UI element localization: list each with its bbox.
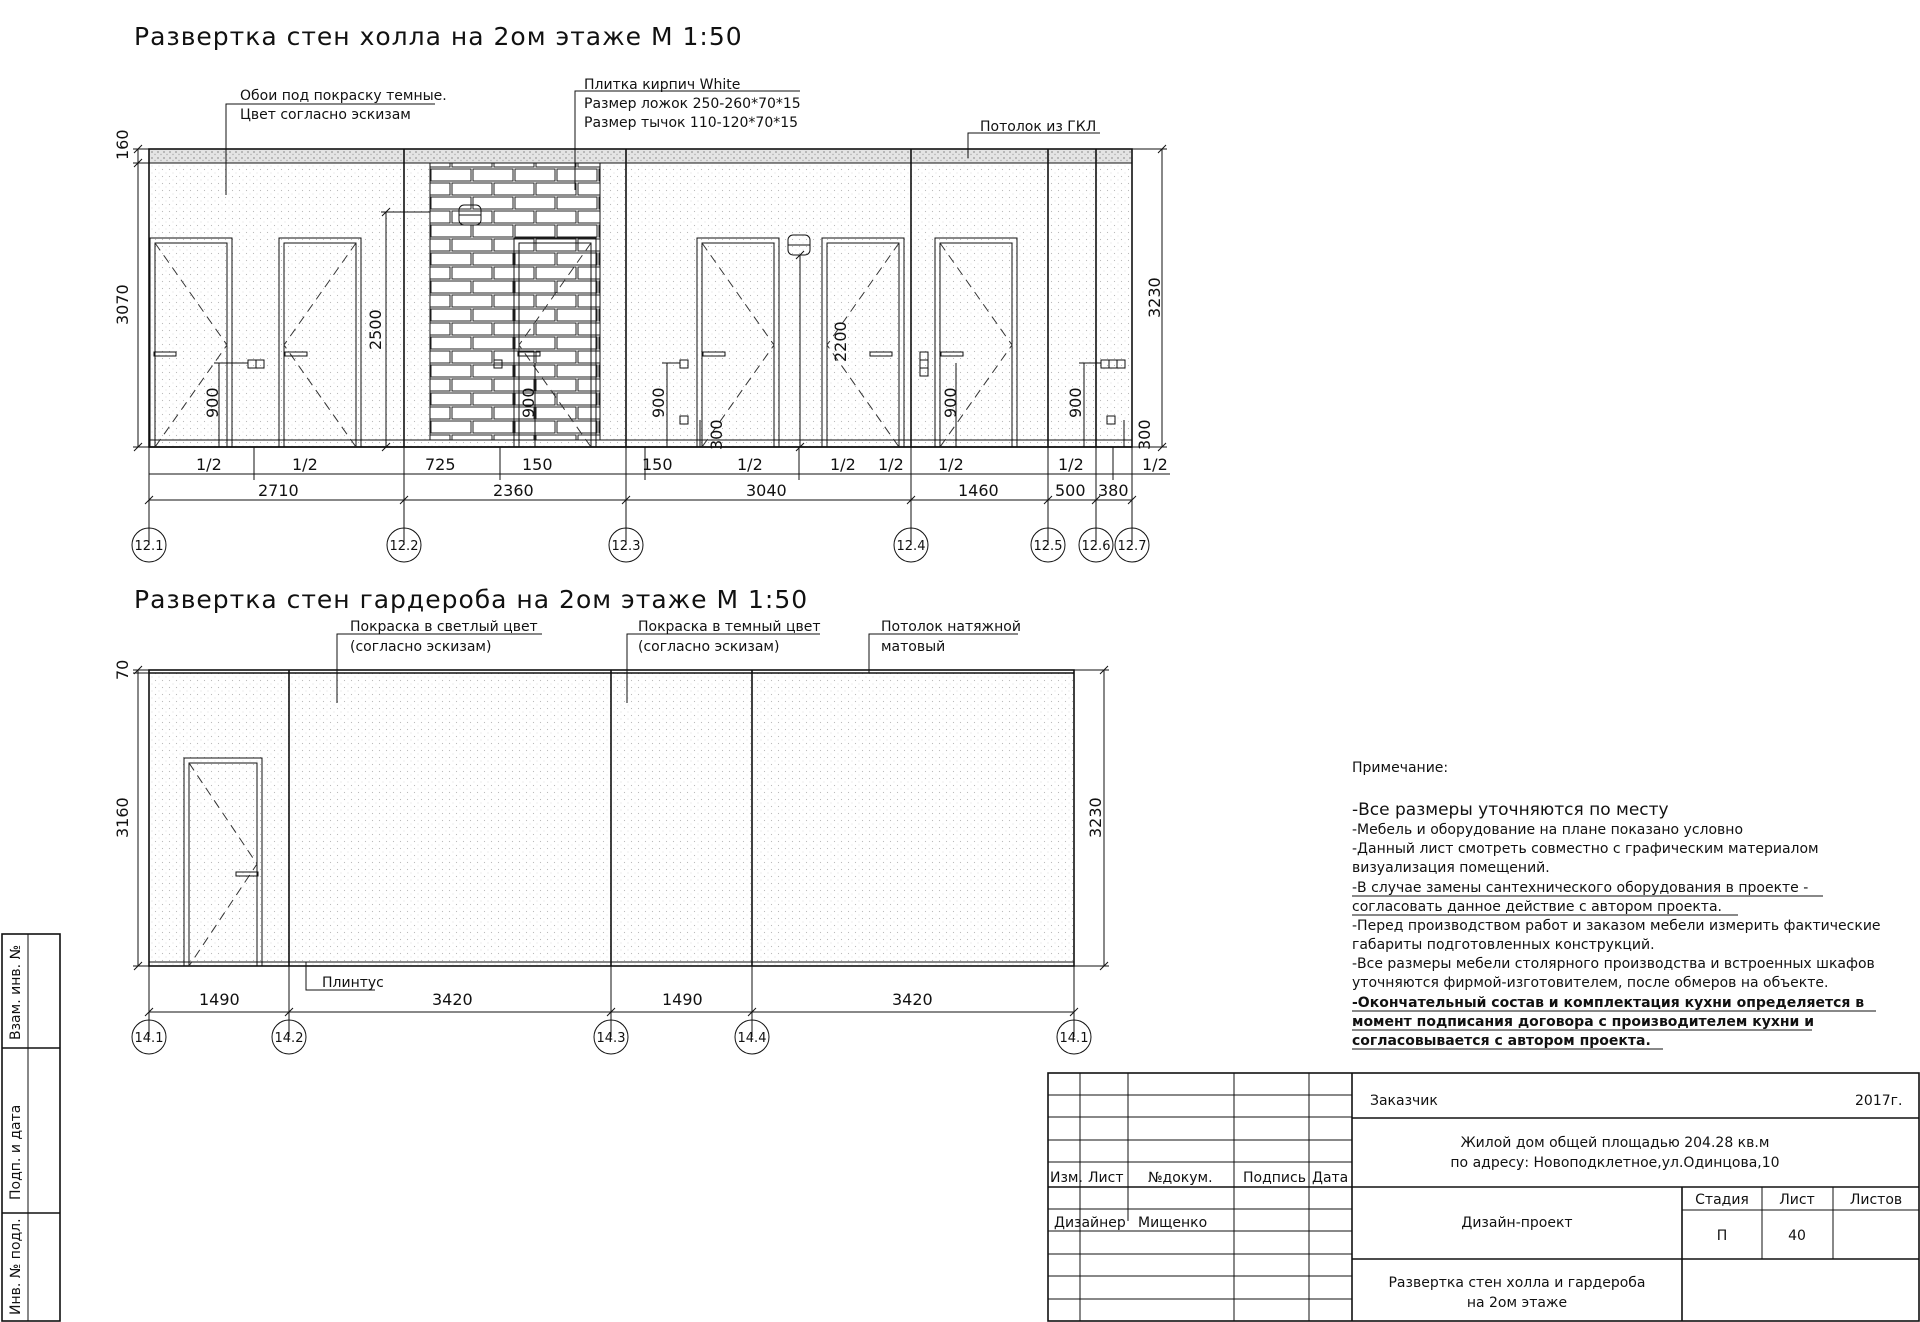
wardrobe-title: Развертка стен гардероба на 2ом этаже М 1:50 [134, 585, 809, 614]
svg-text:2710: 2710 [258, 481, 299, 500]
svg-text:Обои под покраску темные.: Обои под покраску темные. [240, 88, 447, 104]
svg-text:Инв. № подл.: Инв. № подл. [8, 1218, 24, 1315]
svg-text:Цвет согласно эскизам: Цвет согласно эскизам [240, 107, 411, 123]
remark-line: согласовать данное действие с автором проекта. [1352, 899, 1722, 915]
svg-text:Дата: Дата [1312, 1170, 1349, 1186]
svg-text:(согласно эскизам): (согласно эскизам) [638, 639, 780, 655]
remark-line: -Все размеры мебели столярного производства и встроенных шкафов [1352, 956, 1875, 972]
remark-line: уточняются фирмой-изготовителем, после обмеров на объекте. [1352, 975, 1829, 991]
svg-text:14.3: 14.3 [596, 1031, 626, 1046]
remarks-block [1352, 760, 1881, 1049]
svg-text:900: 900 [941, 387, 960, 418]
hall-dims-row2 [145, 481, 1136, 504]
object-line-2: по адресу: Новоподклетное,ул.Одинцова,10 [1450, 1155, 1780, 1171]
svg-text:300: 300 [707, 419, 726, 450]
svg-text:1/2: 1/2 [737, 455, 763, 474]
svg-text:Взам. инв. №: Взам. инв. № [8, 944, 24, 1040]
svg-text:1/2: 1/2 [1142, 455, 1168, 474]
svg-text:Покраска в темный цвет: Покраска в темный цвет [638, 619, 821, 635]
svg-text:Подп. и дата: Подп. и дата [8, 1104, 24, 1200]
svg-text:Лист: Лист [1088, 1170, 1124, 1186]
svg-text:14.1: 14.1 [1059, 1031, 1089, 1046]
svg-text:150: 150 [642, 455, 673, 474]
remark-line: -В случае замены сантехнического оборудования в проекте - [1352, 880, 1809, 896]
sheet-number: 40 [1788, 1228, 1806, 1244]
hall-dims-row1 [149, 447, 1170, 545]
svg-text:900: 900 [519, 387, 538, 418]
designer-name: Мищенко [1138, 1215, 1208, 1231]
svg-text:3230: 3230 [1086, 797, 1105, 838]
remark-line: габариты подготовленных конструкций. [1352, 937, 1655, 953]
svg-text:1490: 1490 [199, 990, 240, 1009]
remark-line: момент подписания договора с производителем кухни и [1352, 1014, 1815, 1030]
svg-text:2360: 2360 [493, 481, 534, 500]
svg-text:1460: 1460 [958, 481, 999, 500]
svg-text:70: 70 [113, 659, 132, 680]
wardrobe-dim-3230 [1074, 666, 1109, 970]
note-stretch-ceiling [869, 619, 1021, 673]
svg-text:№докум.: №докум. [1148, 1170, 1213, 1186]
svg-text:Листов: Листов [1849, 1192, 1903, 1208]
svg-text:Лист: Лист [1779, 1192, 1815, 1208]
svg-text:2200: 2200 [831, 321, 850, 362]
svg-text:Изм.: Изм. [1050, 1170, 1083, 1186]
svg-text:3420: 3420 [892, 990, 933, 1009]
svg-text:150: 150 [522, 455, 553, 474]
svg-text:12.1: 12.1 [134, 539, 164, 554]
svg-text:1/2: 1/2 [1058, 455, 1084, 474]
customer-label: Заказчик [1370, 1093, 1438, 1109]
svg-text:Потолок из ГКЛ: Потолок из ГКЛ [980, 119, 1097, 135]
svg-text:3230: 3230 [1145, 277, 1164, 318]
svg-text:14.2: 14.2 [274, 1031, 304, 1046]
svg-text:12.3: 12.3 [611, 539, 641, 554]
svg-text:900: 900 [1066, 387, 1085, 418]
hall-dim-3230 [1132, 145, 1167, 451]
svg-text:1490: 1490 [662, 990, 703, 1009]
svg-text:1/2: 1/2 [878, 455, 904, 474]
svg-text:Размер ложок 250-260*70*15: Размер ложок 250-260*70*15 [584, 96, 801, 112]
svg-text:160: 160 [113, 129, 132, 160]
remark-line: -Все размеры уточняются по месту [1352, 800, 1669, 820]
remark-line: -Данный лист смотреть совместно с графическим материалом [1352, 841, 1819, 857]
remarks-heading: Примечание: [1352, 760, 1449, 776]
svg-text:1/2: 1/2 [196, 455, 222, 474]
svg-text:12.6: 12.6 [1081, 539, 1111, 554]
project-type: Дизайн-проект [1461, 1215, 1573, 1231]
side-stamp [2, 934, 60, 1321]
svg-text:(согласно эскизам): (согласно эскизам) [350, 639, 492, 655]
remark-line: согласовывается с автором проекта. [1352, 1033, 1651, 1049]
hall-title: Развертка стен холла на 2ом этаже М 1:50 [134, 22, 743, 51]
svg-text:Плитка кирпич White: Плитка кирпич White [584, 77, 741, 93]
svg-text:12.7: 12.7 [1117, 539, 1147, 554]
svg-text:Подпись: Подпись [1243, 1170, 1306, 1186]
svg-text:1/2: 1/2 [292, 455, 318, 474]
designer-role: Дизайнер [1054, 1215, 1126, 1231]
hall-elevation [113, 22, 1170, 562]
sheet-title-1: Развертка стен холла и гардероба [1388, 1275, 1646, 1291]
remark-line: -Перед производством работ и заказом мебели измерить фактические [1352, 918, 1881, 934]
object-line-1: Жилой дом общей площадью 204.28 кв.м [1460, 1135, 1770, 1151]
svg-text:12.5: 12.5 [1033, 539, 1063, 554]
wardrobe-elevation [113, 585, 1109, 1054]
svg-text:380: 380 [1098, 481, 1129, 500]
svg-text:12.4: 12.4 [896, 539, 926, 554]
svg-text:3420: 3420 [432, 990, 473, 1009]
svg-text:Покраска в светлый цвет: Покраска в светлый цвет [350, 619, 538, 635]
svg-text:2500: 2500 [366, 309, 385, 350]
remark-line: визуализация помещений. [1352, 860, 1550, 876]
svg-text:3070: 3070 [113, 284, 132, 325]
svg-text:Стадия: Стадия [1695, 1192, 1749, 1208]
svg-text:300: 300 [1135, 419, 1154, 450]
hall-axes [132, 528, 1149, 562]
svg-text:12.2: 12.2 [389, 539, 419, 554]
wardrobe-vertical-dims-left [113, 660, 149, 970]
svg-text:3160: 3160 [113, 797, 132, 838]
remark-line: -Окончательный состав и комплектация кухни определяется в [1352, 995, 1865, 1011]
stage-value: П [1716, 1228, 1728, 1244]
svg-text:Размер тычок 110-120*70*15: Размер тычок 110-120*70*15 [584, 115, 799, 131]
svg-text:3040: 3040 [746, 481, 787, 500]
svg-text:900: 900 [203, 387, 222, 418]
svg-text:1/2: 1/2 [830, 455, 856, 474]
svg-text:Плинтус: Плинтус [322, 975, 384, 991]
remark-line: -Мебель и оборудование на плане показано условно [1352, 822, 1744, 838]
svg-text:500: 500 [1055, 481, 1086, 500]
svg-text:725: 725 [425, 455, 456, 474]
brick-tile-area [430, 163, 600, 440]
svg-text:Потолок натяжной: Потолок натяжной [881, 619, 1021, 635]
title-block [1048, 1073, 1919, 1321]
svg-text:14.1: 14.1 [134, 1031, 164, 1046]
svg-text:900: 900 [649, 387, 668, 418]
sheet-title-2: на 2ом этаже [1466, 1295, 1568, 1311]
year: 2017г. [1855, 1093, 1903, 1109]
hall-vertical-dims-left [113, 129, 149, 451]
svg-text:1/2: 1/2 [938, 455, 964, 474]
svg-text:14.4: 14.4 [737, 1031, 767, 1046]
wardrobe-dims-row [145, 966, 1078, 1037]
svg-text:матовый: матовый [881, 639, 946, 655]
